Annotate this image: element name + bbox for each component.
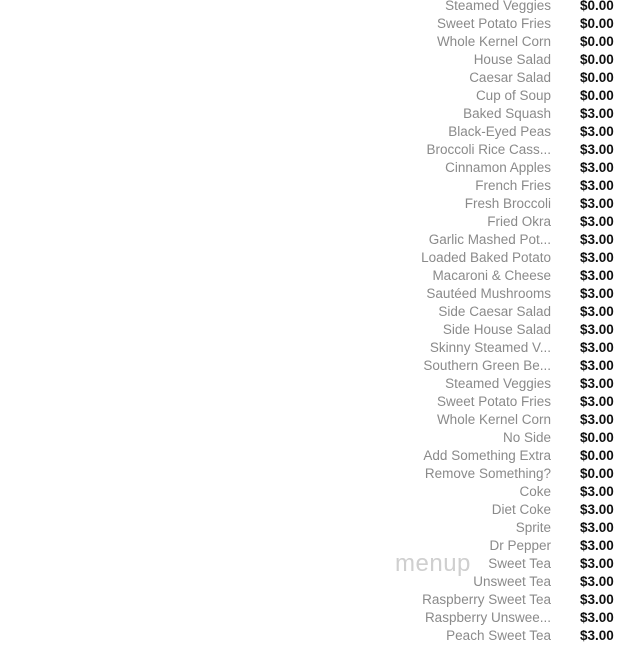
menu-item-price: $3.00: [580, 520, 614, 535]
menu-item-row: [0, 213, 628, 231]
menu-item-row: [0, 339, 628, 357]
menu-item-row: [0, 69, 628, 87]
menu-item-price: $0.00: [580, 16, 614, 31]
menu-item-price: $0.00: [580, 52, 614, 67]
menu-item-row: [0, 375, 628, 393]
menu-item-row: [0, 159, 628, 177]
menu-item-price: $3.00: [580, 502, 614, 517]
menu-item-price: $0.00: [580, 0, 614, 13]
menu-item-row: [0, 15, 628, 33]
menu-item-name: Sweet Potato Fries: [436, 394, 551, 409]
menu-item-row: [0, 483, 628, 501]
menu-item-name: French Fries: [475, 178, 551, 193]
menu-item-name: Sweet Potato Fries: [436, 16, 551, 31]
menu-item-row: [0, 501, 628, 519]
menu-item-name: Sweet Tea: [488, 556, 551, 571]
menu-item-name: Coke: [519, 484, 551, 499]
menu-item-price: $3.00: [580, 484, 614, 499]
menu-item-row: [0, 0, 628, 15]
menu-item-row: [0, 105, 628, 123]
menu-item-name: Unsweet Tea: [473, 574, 551, 589]
menu-item-name: Steamed Veggies: [445, 376, 551, 391]
menu-item-price: $3.00: [580, 340, 614, 355]
menu-item-price: $3.00: [580, 214, 614, 229]
menu-item-price: $3.00: [580, 304, 614, 319]
menu-item-price: $3.00: [580, 394, 614, 409]
menu-item-row: [0, 123, 628, 141]
menu-item-row: [0, 231, 628, 249]
menu-item-name: Cinnamon Apples: [445, 160, 551, 175]
menu-item-row: [0, 303, 628, 321]
menu-item-row: [0, 321, 628, 339]
menu-item-row: [0, 627, 628, 645]
menu-item-name: Whole Kernel Corn: [436, 34, 551, 49]
menu-item-price: $0.00: [580, 448, 614, 463]
menu-item-price: $3.00: [580, 196, 614, 211]
menu-item-name: Whole Kernel Corn: [436, 412, 551, 427]
menu-item-row: [0, 429, 628, 447]
menu-item-price: $0.00: [580, 34, 614, 49]
menu-item-price: $3.00: [580, 592, 614, 607]
menu-item-name: Garlic Mashed Pot...: [428, 232, 551, 247]
menu-item-price: $3.00: [580, 538, 614, 553]
menu-item-row: [0, 357, 628, 375]
menu-item-price: $3.00: [580, 250, 614, 265]
menu-item-price: $3.00: [580, 322, 614, 337]
menu-item-name: Loaded Baked Potato: [421, 250, 551, 265]
menu-item-price: $3.00: [580, 106, 614, 121]
menu-item-row: [0, 609, 628, 627]
menu-item-name: Dr Pepper: [489, 538, 551, 553]
menu-item-row: [0, 591, 628, 609]
menu-item-name: Fried Okra: [487, 214, 551, 229]
menu-item-price: $3.00: [580, 232, 614, 247]
menu-item-row: [0, 141, 628, 159]
menu-item-row: [0, 393, 628, 411]
menu-item-name: Diet Coke: [491, 502, 551, 517]
menu-item-name: Remove Something?: [424, 466, 551, 481]
menu-item-row: [0, 249, 628, 267]
menu-item-name: Raspberry Unswee...: [424, 610, 551, 625]
menu-item-name: Add Something Extra: [423, 448, 551, 463]
menu-item-name: Broccoli Rice Cass...: [426, 142, 551, 157]
menu-item-price: $3.00: [580, 412, 614, 427]
menu-item-price: $3.00: [580, 628, 614, 643]
menu-item-row: [0, 177, 628, 195]
menu-item-price: $0.00: [580, 88, 614, 103]
menu-item-price: $3.00: [580, 160, 614, 175]
menu-item-price: $3.00: [580, 286, 614, 301]
menu-item-row: [0, 447, 628, 465]
menu-item-row: [0, 465, 628, 483]
menu-item-name: Sprite: [515, 520, 551, 535]
menu-item-price: $0.00: [580, 70, 614, 85]
menu-item-name: Baked Squash: [463, 106, 551, 121]
menu-item-row: [0, 519, 628, 537]
menu-item-price: $3.00: [580, 124, 614, 139]
menu-item-name: Caesar Salad: [469, 70, 551, 85]
menu-item-row: [0, 537, 628, 555]
watermark: menup: [395, 550, 471, 577]
menu-item-name: Black-Eyed Peas: [448, 124, 551, 139]
menu-item-price: $3.00: [580, 358, 614, 373]
menu-item-row: [0, 555, 628, 573]
menu-item-price: $0.00: [580, 466, 614, 481]
menu-item-name: Southern Green Be...: [423, 358, 551, 373]
menu-item-row: [0, 267, 628, 285]
menu-item-name: Steamed Veggies: [445, 0, 551, 13]
menu-item-row: [0, 411, 628, 429]
menu-item-name: No Side: [502, 430, 551, 445]
menu-item-row: [0, 33, 628, 51]
menu-item-row: [0, 87, 628, 105]
menu-item-price: $3.00: [580, 556, 614, 571]
menu-item-price: $0.00: [580, 430, 614, 445]
menu-item-row: [0, 51, 628, 69]
menu-item-price: $3.00: [580, 376, 614, 391]
menu-item-row: [0, 573, 628, 591]
menu-item-price: $3.00: [580, 268, 614, 283]
menu-item-price: $3.00: [580, 574, 614, 589]
menu-item-name: Sautéed Mushrooms: [426, 286, 551, 301]
menu-item-name: Side Caesar Salad: [438, 304, 551, 319]
menu-item-name: Macaroni & Cheese: [432, 268, 551, 283]
menu-item-price: $3.00: [580, 610, 614, 625]
menu-item-name: Peach Sweet Tea: [446, 628, 551, 643]
menu-item-row: [0, 285, 628, 303]
menu-item-row: [0, 195, 628, 213]
menu-item-name: Raspberry Sweet Tea: [422, 592, 551, 607]
menu-item-name: House Salad: [473, 52, 551, 67]
menu-item-name: Skinny Steamed V...: [429, 340, 551, 355]
menu-item-price: $3.00: [580, 178, 614, 193]
menu-item-price: $3.00: [580, 142, 614, 157]
menu-item-name: Fresh Broccoli: [464, 196, 551, 211]
menu-item-name: Side House Salad: [442, 322, 551, 337]
menu-item-name: Cup of Soup: [475, 88, 551, 103]
